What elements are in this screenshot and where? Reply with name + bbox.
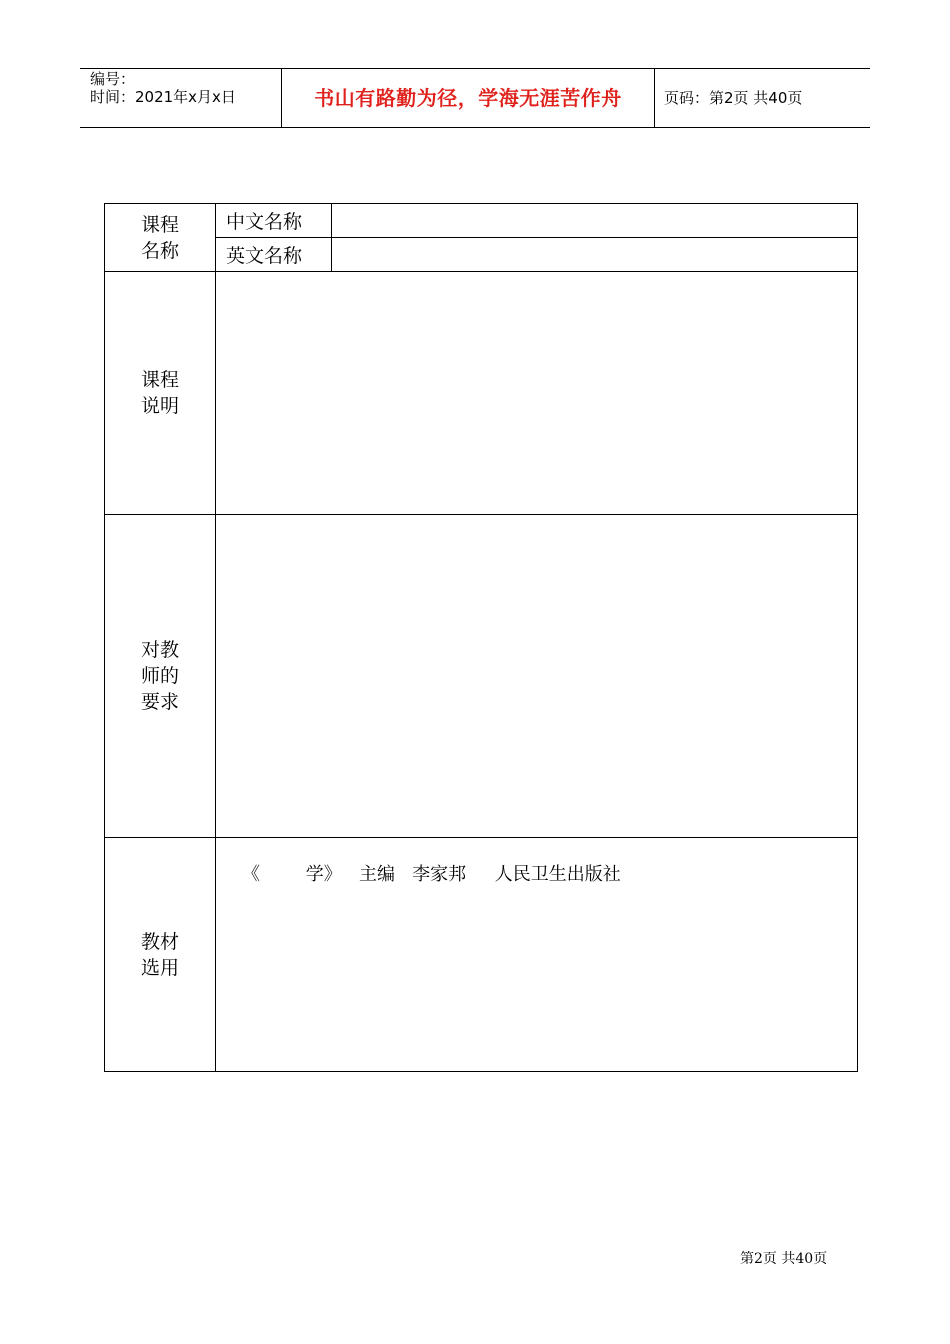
label-line: 课程 — [140, 369, 179, 391]
textbook-entry: 《 学》 主编 李家邦 人民卫生出版社 — [242, 864, 621, 885]
course-name-label — [105, 204, 216, 272]
serial-number-label: 编号： — [90, 70, 136, 88]
header-page-info: 页码：第2页 共40页 — [664, 89, 803, 107]
label-line: 师的 — [140, 665, 179, 687]
teacher-requirements-label — [105, 515, 216, 838]
label-line: 教材 — [140, 930, 179, 953]
course-form-table — [104, 203, 858, 1072]
textbook-field[interactable] — [216, 838, 858, 1072]
label-line: 对教 — [140, 639, 179, 661]
textbook-label — [105, 838, 216, 1072]
label-line: 课程 — [140, 213, 179, 236]
label-line: 名称 — [140, 239, 179, 262]
chinese-name-field[interactable] — [332, 204, 858, 238]
header-meta — [90, 69, 280, 128]
course-description-field[interactable] — [216, 272, 858, 515]
page-header — [80, 68, 870, 128]
label-line: 选用 — [140, 956, 179, 979]
english-name-label: 英文名称 — [216, 238, 332, 272]
english-name-field[interactable] — [332, 238, 858, 272]
teacher-requirements-field[interactable] — [216, 515, 858, 838]
header-divider — [654, 69, 655, 128]
date-label: 时间：2021年x月x日 — [90, 88, 236, 106]
label-line: 要求 — [140, 691, 179, 713]
header-motto: 书山有路勤为径，学海无涯苦作舟 — [314, 86, 622, 110]
course-description-label — [105, 272, 216, 515]
chinese-name-label: 中文名称 — [216, 204, 332, 238]
label-line: 说明 — [140, 395, 179, 417]
page-footer: 第2页 共40页 — [740, 1251, 828, 1267]
